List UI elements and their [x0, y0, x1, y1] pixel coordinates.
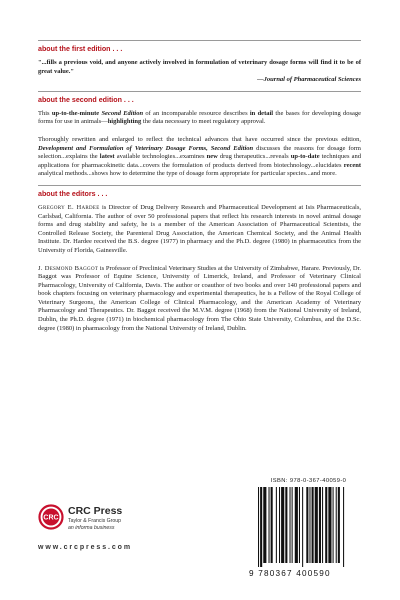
barcode-bar — [336, 487, 337, 563]
barcode-bar — [322, 487, 323, 563]
first-edition-heading: about the first edition . . . — [38, 45, 123, 53]
text-run: discusses the reasons for dosage form selection...explains the — [38, 144, 361, 161]
text-run: This — [38, 109, 52, 117]
crc-logo-icon — [38, 504, 64, 530]
barcode-bar — [338, 487, 340, 563]
text-run: analytical methods...shows how to determine the type of dosage form appropriate for particular species...and more. — [38, 170, 337, 178]
barcode-bar — [328, 487, 331, 563]
barcode-bar — [343, 487, 344, 567]
barcode-bar — [279, 487, 280, 563]
divider — [38, 185, 361, 186]
bold-run: new — [206, 153, 218, 161]
barcode-bar — [271, 487, 273, 563]
logo-letters: CRC — [43, 514, 59, 522]
first-edition-quote — [38, 59, 361, 76]
text-run: drug therapeutics...reveals — [217, 153, 291, 161]
barcode-bar — [299, 487, 300, 563]
bold-run: latest — [99, 153, 115, 161]
text-run: techniques and applications for pharmacokinetic data...covers the formulation of products derived from biotechnology...elucidates — [38, 153, 361, 169]
editor-bio-hardee — [38, 204, 361, 256]
text-run: the bases for developing dosage forms for use in animals— — [38, 109, 362, 126]
bold-run: in detail — [249, 109, 274, 117]
text-run: available technologies...examines — [114, 153, 207, 161]
isbn-label: ISBN: 978-0-367-40059-0 — [270, 478, 347, 484]
barcode-bar — [333, 487, 334, 563]
barcode-bar — [319, 487, 321, 563]
publisher-business: an informa business — [68, 525, 115, 531]
editor-bio-baggot — [38, 265, 361, 334]
second-edition-description — [38, 136, 361, 179]
barcode-bar — [276, 487, 277, 563]
bold-run: recent — [343, 161, 361, 169]
barcode-bar — [302, 487, 303, 567]
bold-run: up-to-date — [290, 153, 320, 161]
publisher-website[interactable]: www.crcpress.com — [38, 544, 132, 551]
divider — [38, 40, 361, 41]
top-margin — [0, 0, 400, 40]
barcode-bar — [260, 487, 262, 567]
book-title: Development and Formulation of Veterinary Dosage Forms, Second Edition — [38, 144, 254, 152]
barcode-digits: 9 780367 400590 — [249, 569, 331, 578]
publisher-name: CRC Press — [68, 505, 123, 517]
publisher-group: Taylor & Francis Group — [68, 518, 122, 524]
barcode-bar — [292, 487, 293, 563]
barcode-bar — [290, 487, 291, 563]
divider — [38, 91, 361, 92]
bold-run: highlighting — [107, 118, 142, 126]
text-run: of an incomparable resource describes — [143, 109, 250, 117]
text-run: Thoroughly rewritten and enlarged to reflect the technical advances that have occurred since the previous edition, — [38, 135, 361, 143]
second-edition-summary — [38, 110, 361, 127]
editor-name: Gregory E. Hardee — [38, 203, 100, 211]
bold-run: up-to-the-minute — [51, 109, 102, 117]
barcode-image — [246, 487, 361, 579]
publisher-logo — [38, 504, 188, 564]
cover-text — [38, 40, 361, 333]
editor-bio-text: is Professor of Preclinical Veterinary Studies at the University of Zimbabwe, Harare. Previously, Dr. Baggot was Professor of Equine Science, University of Limerick, Ireland, and Professor of Veterinary Clinical Pharmacology, University of California, Davis. The author or coauthor of two books and over 140 professional papers and book chapters focusing on veterinary pharmacology and experimental therapeutics, he is a Fellow of the Royal College of Veterinary Surgeons, the American College of Clinical Pharmacology, and the American Academy of Veterinary Pharmacology and Therapeutics. Dr. Baggot received the M.V.M. degree (1968) from the National University of Ireland, Dublin, the Ph.D. degree (1971) in biochemical pharmacology from The Ohio State University, Columbus, and the D.Sc. degree (1980) in pharmacology from the National University of Ireland, Dublin. — [38, 264, 361, 332]
barcode-bar — [258, 487, 259, 567]
barcode-bar — [295, 487, 298, 563]
barcode-bar — [325, 487, 327, 563]
barcode-bar — [306, 487, 308, 563]
text-run: the data necessary to meet regulatory approval. — [141, 118, 266, 126]
editors-heading: about the editors . . . — [38, 189, 108, 198]
edition-title: Second Edition — [101, 109, 144, 117]
barcode-bar — [263, 487, 266, 563]
editor-name: J. Desmond Baggot — [38, 264, 99, 272]
quote-text: "...fills a previous void, and anyone actively involved in formulation of veterinary dosage forms will find it to be of great value." — [38, 59, 361, 75]
second-edition-heading: about the second edition . . . — [38, 95, 134, 104]
quote-attribution: —Journal of Pharmaceutical Sciences — [257, 76, 361, 84]
barcode-bar — [269, 487, 270, 563]
barcode-block — [246, 478, 361, 588]
barcode-bar — [281, 487, 284, 563]
barcode-bar — [285, 487, 287, 563]
barcode-bar — [315, 487, 318, 563]
footer — [0, 478, 400, 600]
editor-bio-text: is Director of Drug Delivery Research and Pharmaceutical Development at Isis Pharmaceuticals, Carlsbad, California. The author of over 50 professional papers that reflect his research interests in novel animal dosage forms and drug stability and safety, he is a member of the American Association of Pharmaceutical Scientists, the Controlled Release Society, the Parenteral Drug Association, the American Chemical Society, and the Animal Health Institute. Dr. Hardee received the B.S. degree (1977) in pharmacy and the Ph.D. degree (1980) in pharmaceutics from the University of Florida, Gainesville. — [38, 203, 361, 254]
barcode-bar — [312, 487, 314, 563]
barcode-bar — [309, 487, 310, 563]
